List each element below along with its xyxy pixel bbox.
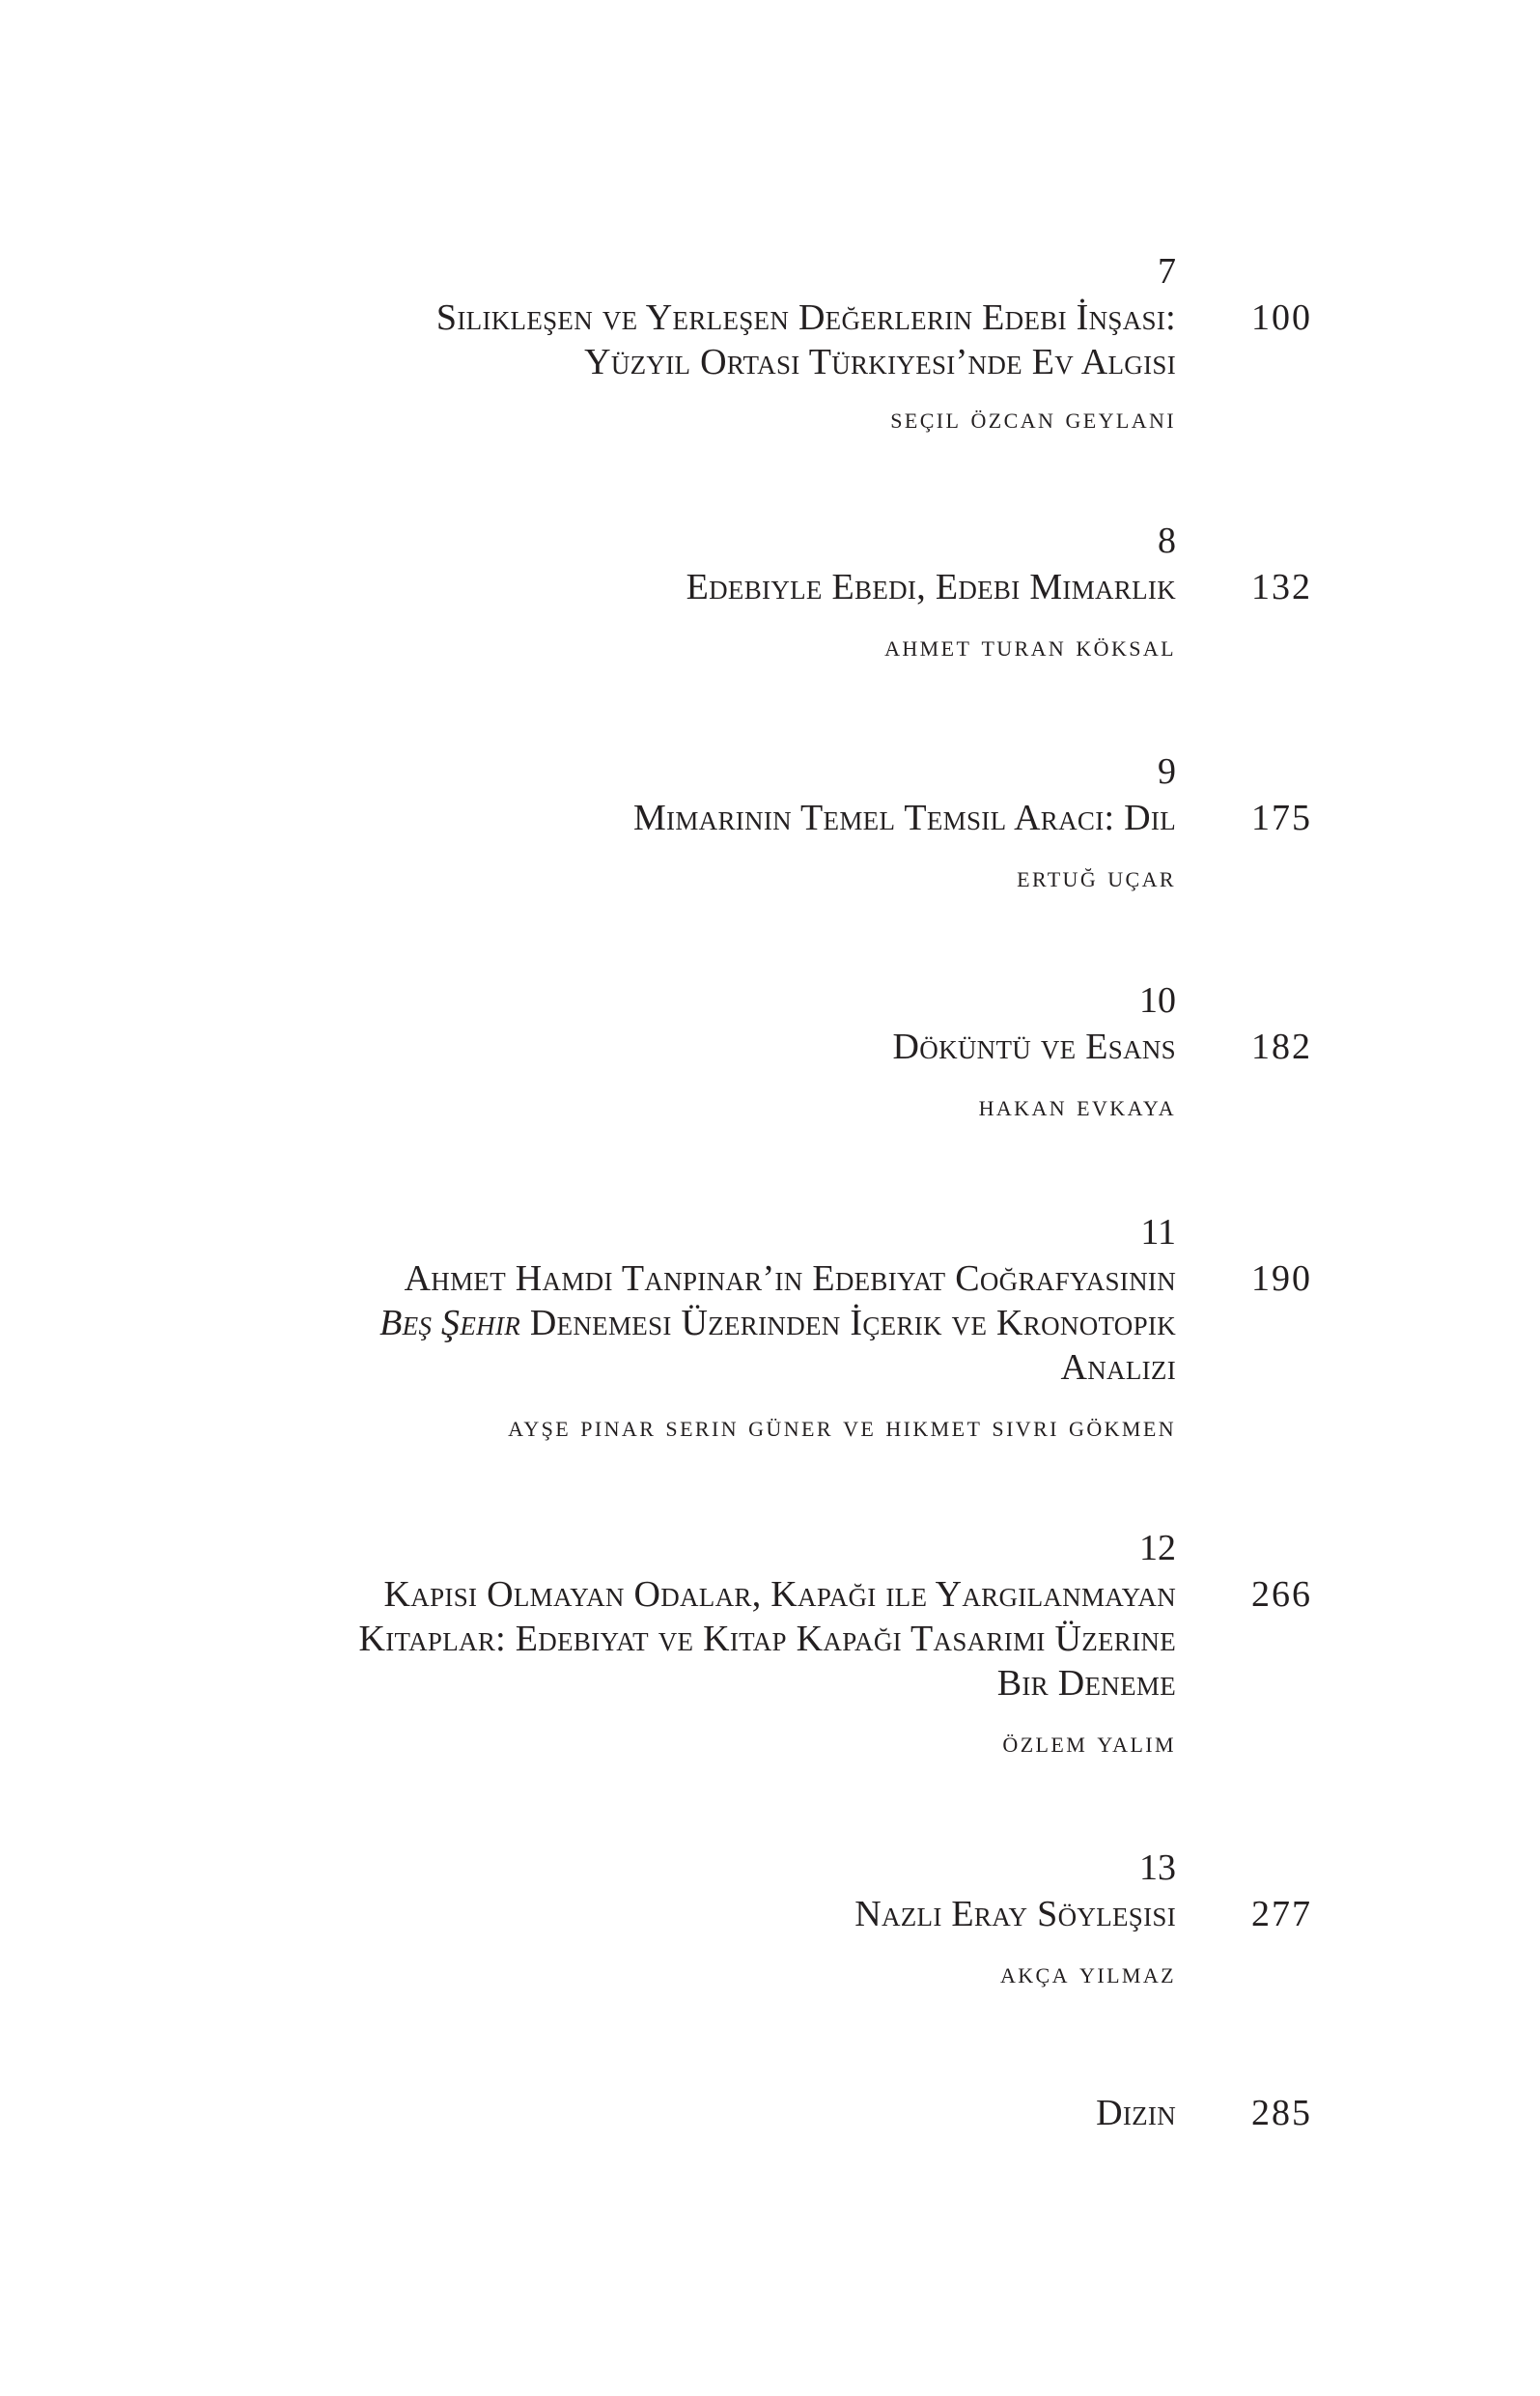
chapter-number: 12	[1139, 1528, 1176, 1568]
chapter-author: ayşe pınar serin güner ve hikmet sivri gökmen	[508, 1409, 1176, 1443]
chapter-title-line: Döküntü ve Esans	[892, 1027, 1176, 1067]
chapter-title[interactable]	[436, 296, 1176, 384]
chapter-title-line: Mimarinin Temel Temsil Aracı: Dil	[632, 798, 1176, 838]
page-number: 182	[1251, 1027, 1312, 1067]
page-number: 175	[1251, 798, 1312, 838]
chapter-title-line: Kapısı Olmayan Odalar, Kapağı ile Yargılanmayan	[383, 1574, 1176, 1615]
index-title-text: Dizin	[1096, 2093, 1176, 2133]
chapter-author: hakan evkaya	[978, 1088, 1176, 1122]
chapter-number: 7	[1158, 251, 1176, 292]
chapter-number: 8	[1158, 521, 1176, 561]
chapter-title-line: Kitaplar: Edebiyat ve Kitap Kapağı Tasarımı Üzerine	[358, 1619, 1176, 1659]
page-number: 277	[1251, 1894, 1312, 1934]
chapter-title-line: Silikleşen ve Yerleşen Değerlerin Edebi İnşası:	[435, 297, 1176, 338]
chapter-author: akça yılmaz	[999, 1956, 1176, 1989]
page-number: 285	[1251, 2093, 1312, 2133]
chapter-number: 13	[1139, 1847, 1176, 1888]
chapter-title[interactable]	[633, 796, 1176, 840]
chapter-number: 9	[1158, 751, 1176, 792]
index-title[interactable]	[1096, 2091, 1176, 2135]
chapter-title[interactable]	[854, 1892, 1176, 1936]
chapter-title-line: Yüzyıl Ortası Türkiyesi’nde Ev Algısı	[584, 342, 1176, 382]
chapter-number: 11	[1140, 1212, 1176, 1253]
chapter-title-line: Ahmet Hamdi Tanpınar’ın Edebiyat Coğrafyasının	[404, 1258, 1176, 1299]
chapter-title[interactable]	[379, 1256, 1176, 1390]
chapter-title-fragment: Denemesi Üzerinden İçerik ve Kronotopik	[520, 1303, 1176, 1343]
chapter-title-line	[379, 1301, 1176, 1345]
page-number: 266	[1251, 1574, 1312, 1615]
chapter-title-line: Bir Deneme	[996, 1663, 1176, 1704]
chapter-title[interactable]	[358, 1572, 1176, 1705]
chapter-title-line: Analizi	[1060, 1347, 1176, 1388]
chapter-author: özlem yalım	[1002, 1725, 1176, 1759]
chapter-number: 10	[1139, 980, 1176, 1021]
chapter-title-line: Edebiyle Ebedi, Edebi Mimarlık	[686, 567, 1176, 607]
page-number: 100	[1251, 297, 1312, 338]
chapter-title[interactable]	[893, 1025, 1176, 1069]
chapter-title[interactable]	[686, 565, 1176, 609]
chapter-author: ahmet turan köksal	[884, 629, 1176, 662]
chapter-author: seçil özcan geylani	[890, 401, 1176, 435]
chapter-author: ertuğ uçar	[1017, 860, 1176, 893]
italic-work-title: Beş Şehir	[379, 1303, 521, 1343]
page-number: 132	[1251, 567, 1312, 607]
page-number: 190	[1251, 1258, 1312, 1299]
chapter-title-line: Nazlı Eray Söyleşisi	[854, 1894, 1176, 1934]
